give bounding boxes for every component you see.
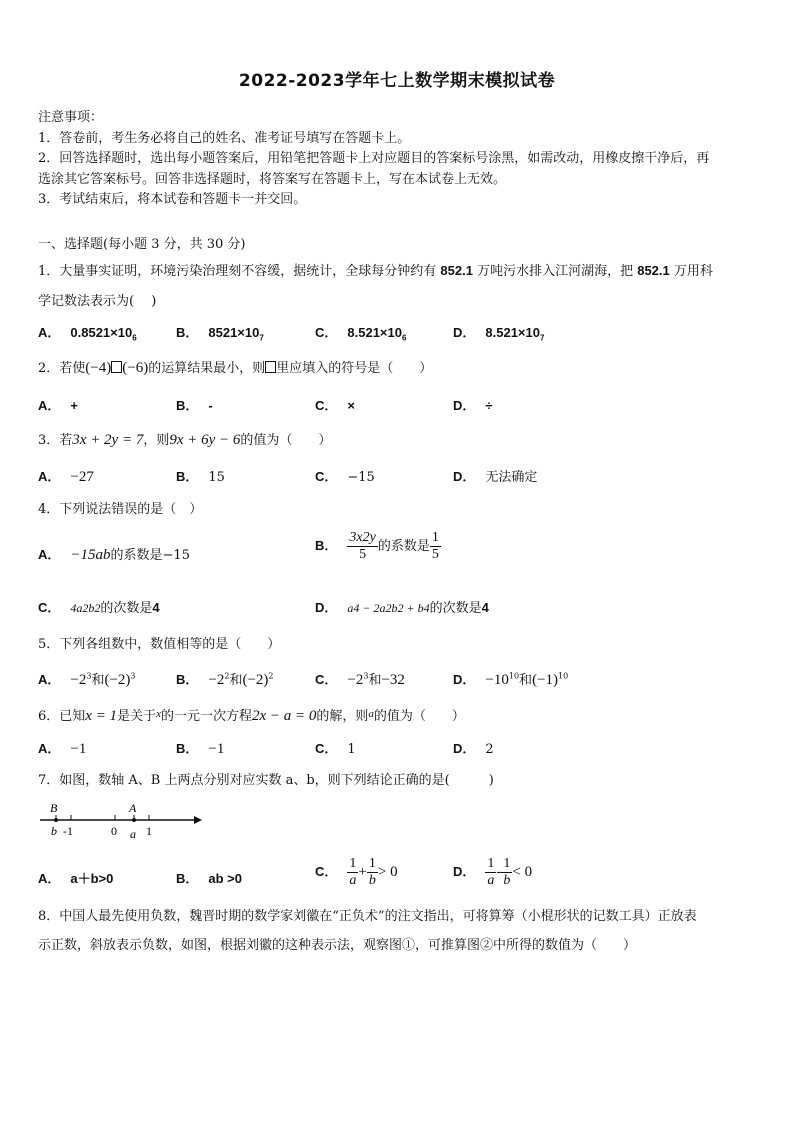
notes-heading: 注意事项： — [38, 110, 104, 125]
option-label: B． — [315, 538, 338, 553]
q4-d-expr: a4 − 2a2b2 + b4 — [347, 601, 430, 615]
q6-a-text: −1 — [70, 741, 87, 757]
q7-d-d2: b — [503, 873, 511, 888]
q6-option-c[interactable] — [315, 738, 356, 757]
option-label: B． — [176, 741, 199, 756]
q1-option-c[interactable] — [315, 322, 406, 343]
note-3: 3．考试结束后，将本试卷和答题卡一并交回。 — [38, 192, 307, 207]
option-label: C． — [315, 672, 338, 687]
arrow-right-icon — [194, 816, 202, 824]
q3-option-d[interactable] — [453, 466, 537, 485]
q6-var-x: x — [156, 708, 161, 720]
q6-option-a[interactable] — [38, 738, 86, 758]
q7-option-c[interactable] — [315, 856, 398, 889]
q3-d-text: 无法确定 — [485, 470, 538, 485]
q4-c-text: 的次数是 — [100, 601, 153, 616]
q7-d-n1: 1 — [487, 856, 495, 871]
q5-d-2-exp: 10 — [558, 671, 569, 681]
q1-b-text: 8521×10 — [208, 325, 260, 340]
q7-c-n1: 1 — [349, 856, 357, 871]
q7-d-d1: a — [487, 873, 495, 888]
q6-text-b: 是关于 — [117, 709, 157, 724]
q1-text-d: 学记数法表示为( ) — [38, 294, 157, 309]
q3-text-b: ，则 — [143, 433, 170, 448]
option-label: C． — [38, 600, 61, 615]
q1-stem-line1 — [38, 260, 768, 279]
q5-stem: 5．下列各组数中，数值相等的是（ ） — [38, 637, 281, 652]
axis-label-A: A — [129, 801, 137, 815]
q4-a-value: −15 — [162, 548, 190, 563]
q2-text-b: 的运算结果最小，则 — [148, 361, 266, 376]
axis-label-a: a — [130, 827, 136, 841]
option-label: D． — [453, 741, 476, 756]
option-label: A． — [38, 469, 61, 484]
q5-a-1-exp: 3 — [86, 671, 92, 681]
q2-b-text: - — [208, 398, 213, 413]
axis-label-1: 1 — [146, 824, 152, 838]
q1-a-text: 0.8521×10 — [70, 325, 133, 340]
q1-text-c: 万用科 — [669, 264, 713, 279]
q1-option-d[interactable] — [453, 322, 544, 343]
notes-block — [38, 108, 768, 211]
option-label: D． — [453, 672, 476, 687]
q3-expression: 9x + 6y − 6 — [169, 432, 241, 448]
q4-b-num: 3x2y — [349, 530, 376, 545]
q3-text-c: 的值为（ ） — [240, 433, 332, 448]
q5-b-2: (−2) — [242, 672, 269, 688]
option-label: D． — [453, 864, 476, 879]
q6-var-a: a — [368, 708, 374, 720]
q7-b-text: ab >0 — [208, 871, 242, 886]
q2-expr-right: (−6) — [122, 360, 149, 376]
q5-a-2: (−2) — [104, 672, 131, 688]
q4-c-value: 4 — [152, 600, 160, 615]
q4-option-b[interactable] — [315, 530, 441, 563]
q5-b-and: 和 — [229, 673, 243, 688]
q3-condition: 3x + 2y = 7 — [72, 432, 144, 448]
q5-c-1: −2 — [347, 672, 364, 688]
q7-c-rel: > 0 — [377, 864, 398, 880]
blank-box-icon — [265, 361, 276, 373]
option-label: D． — [315, 600, 338, 615]
q3-c-text: −15 — [347, 470, 375, 485]
q1-option-b[interactable] — [176, 322, 264, 343]
q5-c-2: −32 — [381, 672, 405, 688]
option-label: C． — [315, 325, 338, 340]
q6-stem — [38, 705, 768, 725]
note-1: 1．答卷前，考生务必将自己的姓名、准考证号填写在答题卡上。 — [38, 130, 411, 146]
note-2a: 2．回答选择题时，选出每小题答案后，用铅笔把答题卡上对应题目的答案标号涂黑，如需改动，用橡皮擦干净后，再 — [38, 151, 710, 166]
q5-a-and: 和 — [91, 673, 105, 688]
q1-text-b: 万吨污水排入江河湖海，把 — [472, 264, 638, 279]
q1-a-exp: 6 — [132, 333, 137, 343]
q7-c-d1: a — [349, 873, 357, 888]
q1-d-text: 8.521×10 — [485, 325, 540, 340]
q7-d-frac-1 — [485, 856, 496, 889]
q2-option-d[interactable] — [453, 395, 493, 414]
q5-d-1-exp: 10 — [508, 671, 520, 681]
q7-c-frac-1 — [347, 856, 358, 889]
section-heading: 一、选择题(每小题 3 分，共 30 分) — [38, 237, 246, 252]
q2-d-text: ÷ — [485, 398, 493, 413]
q1-text-a: 1．大量事实证明，环境污染治理刻不容缓，据统计，全球每分钟约有 — [38, 264, 441, 279]
q3-option-b[interactable] — [176, 466, 225, 485]
q1-value-2: 852.1 — [637, 263, 670, 278]
q6-option-b[interactable] — [176, 738, 224, 758]
q7-c-n2: 1 — [368, 856, 376, 871]
blank-box-icon — [111, 361, 122, 373]
option-label: A． — [38, 871, 61, 886]
q1-c-text: 8.521×10 — [347, 325, 402, 340]
q7-c-frac-2 — [367, 856, 378, 889]
q5-a-2-exp: 3 — [130, 671, 136, 681]
q6-text-a: 6．已知 — [38, 709, 86, 724]
q5-c-and: 和 — [368, 673, 382, 688]
option-label: C． — [315, 864, 338, 879]
option-label: D． — [453, 398, 476, 413]
q6-text-c: 的一元一次方程 — [160, 709, 252, 724]
q3-b-text: 15 — [208, 470, 225, 485]
q3-stem — [38, 429, 768, 449]
q3-a-text: −27 — [70, 469, 94, 485]
q5-option-a[interactable] — [38, 669, 136, 689]
q4-d-value: 4 — [481, 600, 489, 615]
q1-b-exp: 7 — [259, 333, 264, 343]
q2-text-c: 里应填入的符号是（ ） — [276, 361, 433, 376]
option-label: A． — [38, 325, 61, 340]
q2-text-a: 2．若使 — [38, 361, 86, 376]
q7-c-d2: b — [368, 873, 376, 888]
q2-expr-left: (−4) — [85, 360, 112, 376]
q7-option-a[interactable] — [38, 868, 113, 887]
q6-text-d: 的解，则 — [316, 709, 369, 724]
option-label: B． — [176, 871, 199, 886]
q6-equation: 2x − a = 0 — [251, 708, 317, 724]
option-label: C． — [315, 741, 338, 756]
q6-c-text: 1 — [347, 742, 356, 757]
q3-option-c[interactable] — [315, 466, 375, 485]
q2-option-c[interactable] — [315, 395, 355, 414]
q1-value: 852.1 — [440, 263, 473, 278]
q1-stem-line2 — [38, 290, 768, 309]
note-2b: 选涂其它答案标号。回答非选择题时，将答案写在答题卡上，写在本试卷上无效。 — [38, 171, 507, 187]
q8-stem-line2: 示正数，斜放表示负数，如图，根据刘徽的这种表示法，观察图①，可推算图②中所得的数值为（ ） — [38, 938, 637, 953]
option-label: A． — [38, 547, 61, 562]
q4-option-d[interactable] — [315, 597, 489, 616]
option-label: A． — [38, 741, 61, 756]
option-label: A． — [38, 672, 61, 687]
q4-b-coef-num: 1 — [431, 530, 439, 545]
option-label: B． — [176, 398, 199, 413]
q5-b-1: −2 — [208, 672, 225, 688]
q4-a-expr: −15ab — [70, 547, 111, 563]
q6-text-e: 的值为（ ） — [373, 709, 465, 724]
option-label: C． — [315, 398, 338, 413]
q5-d-and: 和 — [519, 673, 533, 688]
page-title: 2022-2023学年七上数学期末模拟试卷 — [238, 71, 556, 91]
q8-stem-line1: 8．中国人最先使用负数，魏晋时期的数学家刘徽在“正负术”的注文指出，可将算筹（小棍形状的记数工具）正放表 — [38, 909, 697, 924]
q1-d-exp: 7 — [539, 333, 545, 343]
q7-option-b[interactable] — [176, 868, 242, 887]
q5-a-1: −2 — [70, 672, 87, 688]
q3-text-a: 3．若 — [38, 433, 73, 448]
axis-label-B: B — [50, 801, 58, 815]
q2-option-b[interactable] — [176, 395, 213, 414]
q5-option-c[interactable] — [315, 669, 405, 689]
q4-b-den: 5 — [359, 547, 367, 562]
q5-d-2: (−1) — [532, 672, 559, 688]
option-label: B． — [176, 469, 199, 484]
number-line-figure — [36, 800, 206, 842]
q5-c-1-exp: 3 — [363, 671, 369, 681]
q4-b-coef-fraction — [430, 530, 441, 563]
q4-b-text: 的系数是 — [377, 539, 430, 554]
q4-d-text: 的次数是 — [429, 601, 482, 616]
option-label: D． — [453, 469, 476, 484]
option-label: B． — [176, 325, 199, 340]
q4-option-a[interactable] — [38, 544, 190, 564]
q4-a-text: 的系数是 — [110, 548, 163, 563]
q7-c-op: + — [358, 864, 367, 880]
q7-d-frac-2 — [501, 856, 512, 889]
q5-d-1: −10 — [485, 672, 509, 688]
option-label: A． — [38, 398, 61, 413]
q5-option-d[interactable] — [453, 669, 568, 689]
q5-b-2-exp: 2 — [268, 671, 274, 681]
q7-d-rel: < 0 — [512, 864, 533, 880]
q7-a-text: a＋b>0 — [70, 871, 114, 886]
axis-label-minus-1: -1 — [63, 824, 73, 838]
q1-c-exp: 6 — [401, 333, 407, 343]
axis-label-0: 0 — [111, 824, 117, 838]
option-label: C． — [315, 469, 338, 484]
point-a — [132, 818, 136, 822]
q2-c-text: × — [347, 398, 355, 413]
point-b — [54, 818, 58, 822]
q6-d-text: 2 — [485, 742, 494, 757]
axis-label-b: b — [51, 824, 57, 838]
option-label: B． — [176, 672, 199, 687]
q7-stem: 7．如图，数轴 A、B 上两点分别对应实数 a、b，则下列结论正确的是( ) — [38, 773, 494, 788]
q7-d-op: - — [496, 864, 502, 880]
q4-b-fraction — [347, 530, 377, 563]
q6-b-text: −1 — [208, 741, 225, 757]
q4-c-expr: 4a2b2 — [70, 601, 101, 615]
option-label: D． — [453, 325, 476, 340]
q5-option-b[interactable] — [176, 669, 274, 689]
q5-b-1-exp: 2 — [224, 671, 230, 681]
q2-stem — [38, 357, 768, 377]
q6-condition: x = 1 — [85, 708, 118, 724]
q4-stem: 4．下列说法错误的是（ ） — [38, 502, 203, 517]
q2-a-text: + — [70, 398, 78, 413]
q7-d-n2: 1 — [503, 856, 511, 871]
q1-option-a[interactable] — [38, 322, 137, 343]
q4-option-c[interactable] — [38, 597, 160, 616]
q3-option-a[interactable] — [38, 466, 94, 486]
q6-option-d[interactable] — [453, 738, 494, 757]
q7-option-d[interactable] — [453, 856, 532, 889]
q4-b-coef-den: 5 — [431, 547, 439, 562]
q2-option-a[interactable] — [38, 395, 78, 414]
